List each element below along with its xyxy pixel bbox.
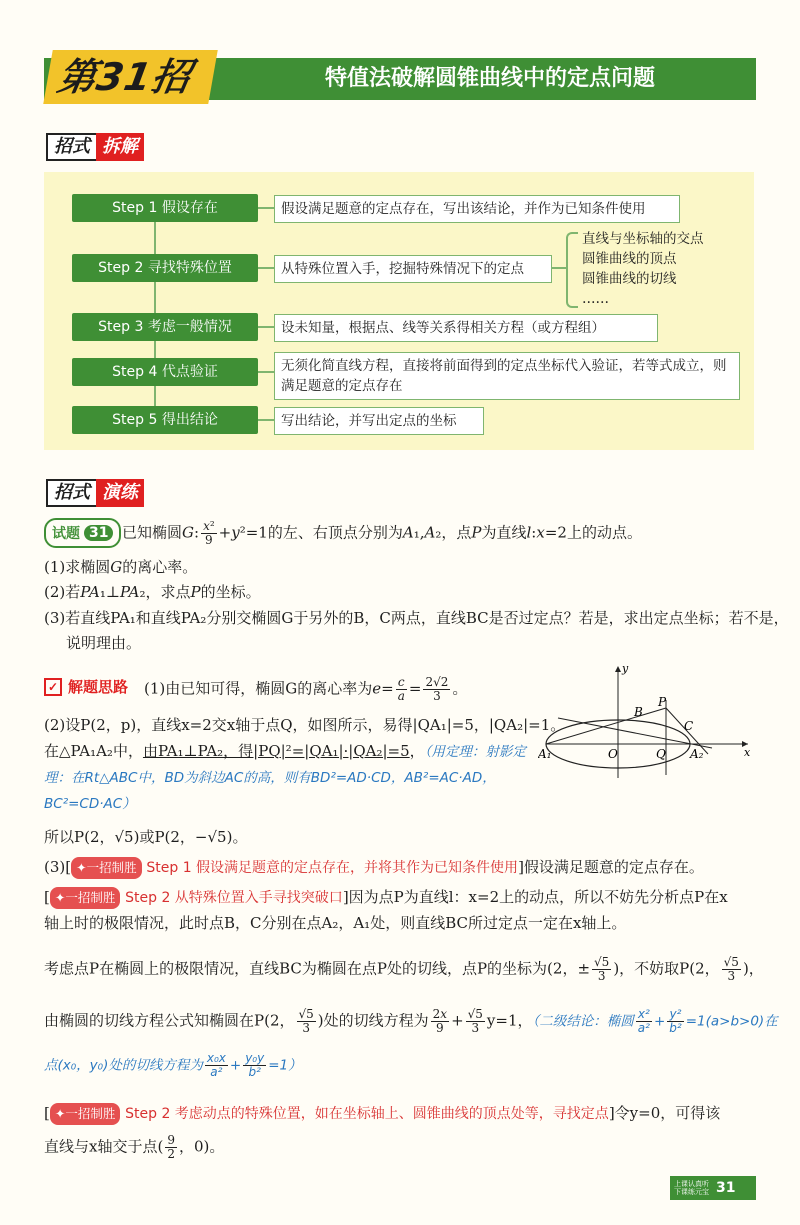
solution-heading [44, 676, 128, 697]
step7-line [44, 1134, 224, 1161]
fraction-sqrt5-3-d: $\frac{√5}{3}$ [467, 1007, 483, 1035]
q2-part-c: 的坐标。 [200, 583, 261, 601]
s7-text-a: 直线与x轴交于点( [44, 1137, 164, 1156]
s2-text: ]因为点P为直线l：x=2上的动点，所以不妨先分析点P在x [342, 888, 728, 906]
chapter-label: 第31招 [43, 50, 217, 104]
problem-badge-number: 31 [84, 525, 113, 541]
step-3-desc: 设未知量，根据点、线等关系得相关方程（或方程组） [274, 314, 658, 342]
step3-line [44, 956, 764, 983]
step4-line: 由椭圆的切线方程公式知椭圆在P(2， $\frac{√5}{3}$ )处的切线方程为 $\frac{2x}{9}$ + $\frac{√5}{3}$ y=1，（二级结论：椭圆 $\frac{\text{x²}}{\text{a²}}$ + $\frac{\text{y²}}{\text{b²}}$ =1(a>b>0)在 [44, 1007, 778, 1035]
s4-note-a: （二级结论：椭圆 [532, 1013, 634, 1030]
label-Q: Q [656, 747, 666, 761]
connector-2 [258, 267, 274, 269]
step6-line: [ ✦一招制胜 Step 2 考虑动点的特殊位置，如在坐标轴上、圆锥曲线的顶点处等，寻找定点]令y=0，可得该 [44, 1102, 720, 1125]
s2-badge: ✦一招制胜 [50, 887, 120, 909]
fraction-c-a: $\frac{c}{a}$ [397, 675, 405, 703]
step-2-desc: 从特殊位置入手，挖掘特殊情况下的定点 [274, 255, 552, 283]
q2-part-b: ，求点 [145, 583, 191, 601]
step-4: Step 4 代点验证 [72, 358, 258, 386]
step-4-desc: 无须化简直线方程，直接将前面得到的定点坐标代入验证，若等式成立，则满足题意的定点存在 [274, 352, 740, 400]
stem-part-d: 为直线 [481, 523, 527, 542]
special-position-3: 圆锥曲线的切线 [582, 271, 677, 287]
solution-p2: (2)设P(2，p)，直线x=2交x轴于点Q，如图所示，易得|QA₁|=5，|QA₂|=1。 [44, 716, 566, 734]
fraction-y0y-b2: $\frac{\text{y₀y}}{\text{b²}}$ [245, 1051, 265, 1079]
solution-p3 [44, 740, 526, 763]
special-positions [582, 229, 704, 309]
step-5: Step 5 得出结论 [72, 406, 258, 434]
s4-note-b: =1(a>b>0)在 [685, 1013, 778, 1030]
p3-note: （用定理：射影定 [424, 744, 526, 760]
step2-line2: 轴上时的极限情况，此时点B，C分别在点A₂，A₁处，则直线BC所过定点一定在x轴上。 [44, 914, 627, 932]
step1-line [44, 856, 704, 879]
fraction-sqrt5-3-a: $\frac{√5}{3}$ [594, 955, 610, 983]
label-A1: A₁ [538, 747, 552, 761]
special-position-1: 直线与坐标轴的交点 [582, 231, 704, 247]
s3-text-a: 考虑点P在椭圆上的极限情况，直线BC为椭圆在点P处的切线，点P的坐标为(2，± [44, 959, 591, 978]
label-P: P [658, 695, 667, 709]
problem-badge [44, 518, 121, 548]
fraction-9-2: $\frac{9}{2}$ [167, 1133, 175, 1161]
tag-breakdown-part2: 拆解 [96, 133, 144, 161]
fraction-x2-a2: $\frac{\text{x²}}{\text{a²}}$ [637, 1007, 650, 1035]
special-position-4: …… [582, 291, 609, 307]
s5-note-b: =1） [268, 1057, 302, 1074]
question-1: (1)求椭圆G的离心率。 [44, 558, 198, 576]
stem-part-c: ，点 [441, 523, 472, 542]
s4-text-a: 由椭圆的切线方程公式知椭圆在P(2， [44, 1011, 295, 1030]
connector-1 [258, 207, 274, 209]
tag-practice-part1: 招式 [46, 479, 98, 507]
chapter-title: 特值法破解圆锥曲线中的定点问题 [324, 66, 655, 91]
label-y: y [622, 662, 629, 675]
p3-part-b: 由PA₁⊥PA₂，得|PQ|²=|QA₁|·|QA₂|=5 [142, 742, 410, 760]
problem-stem: 已知椭圆G: $\frac{\text{x²}}{9}$ +y²=1的左、右顶点分别为A₁,A₂，点P为直线l:x=2上的动点。 [122, 519, 642, 547]
step-3: Step 3 考虑一般情况 [72, 313, 258, 341]
s3-text-c: )， [742, 959, 764, 978]
step-1: Step 1 假设存在 [72, 194, 258, 222]
solution-p5-note: BC²=CD·AC） [44, 796, 136, 812]
tag-breakdown [46, 132, 144, 162]
fraction-x0x-a2: $\frac{\text{x₀x}}{\text{a²}}$ [206, 1051, 226, 1079]
s7-text-b: ，0)。 [178, 1137, 225, 1156]
fraction-2x-9: $\frac{2x}{9}$ [432, 1007, 448, 1035]
s2-trick: Step 2 从特殊位置入手寻找突破口 [125, 890, 343, 906]
fraction-x2-9: $\frac{\text{x²}}{9}$ [203, 519, 215, 547]
tag-practice-part2: 演练 [96, 479, 144, 507]
question-2: (2)若PA₁⊥PA₂，求点P的坐标。 [44, 583, 261, 601]
fraction-sqrt5-3-b: $\frac{√5}{3}$ [723, 955, 739, 983]
q1-part-b: 的离心率。 [122, 558, 198, 576]
step5-line: 点(x₀，y₀)处的切线方程为 $\frac{\text{x₀x}}{\text{a²}}$ + $\frac{\text{y₀y}}{\text{b²}}$ =1） [44, 1051, 302, 1079]
fraction-sqrt5-3-c: $\frac{√5}{3}$ [298, 1007, 314, 1035]
page-number: 31 [716, 1180, 736, 1196]
connector-5 [258, 419, 274, 421]
q2-part-a: (2)若 [44, 583, 81, 601]
stem-part-a: 已知椭圆 [122, 523, 183, 542]
solution-heading-text: 解题思路 [68, 678, 129, 696]
step-1-desc: 假设满足题意的定点存在，写出该结论，并作为已知条件使用 [274, 195, 680, 223]
s1-prefix: (3)[ [44, 858, 72, 876]
label-A2: A₂ [690, 747, 704, 761]
check-icon: ✓ [44, 678, 62, 696]
line-PA1 [546, 708, 666, 744]
question-3-line2: 说明理由。 [66, 634, 142, 652]
p3-part-a: 在△PA₁A₂中， [44, 742, 143, 760]
special-position-2: 圆锥曲线的顶点 [582, 251, 677, 267]
fraction-y2-b2: $\frac{\text{y²}}{\text{b²}}$ [669, 1007, 682, 1035]
solution-p6: 所以P(2，√5)或P(2，−√5)。 [44, 828, 248, 846]
s1-trick: Step 1 假设满足题意的定点存在，并将其作为已知条件使用 [146, 860, 519, 876]
s1-badge: ✦一招制胜 [71, 857, 141, 879]
fraction-eccentricity: $\frac{2√2}{3}$ [425, 675, 449, 703]
ellipse-figure [538, 660, 758, 780]
connector-3 [258, 326, 274, 328]
connector-4 [258, 371, 274, 373]
solution-p4-note: 理：在Rt△ABC中，BD为斜边AC的高，则有BD²=AD·CD，AB²=AC·AD， [44, 770, 496, 786]
step-5-desc: 写出结论，并写出定点的坐标 [274, 407, 484, 435]
step-2: Step 2 寻找特殊位置 [72, 254, 258, 282]
label-B: B [634, 705, 643, 719]
s6-trick: Step 2 考虑动点的特殊位置，如在坐标轴上、圆锥曲线的顶点处等，寻找定点 [125, 1106, 609, 1122]
brace-connector [552, 267, 566, 269]
footer-motto: 上课认真听 下课练元宝 [674, 1180, 709, 1196]
s5-note-a: 点(x₀，y₀)处的切线方程为 [44, 1057, 203, 1074]
brace [566, 232, 578, 308]
s6-badge: ✦一招制胜 [50, 1103, 120, 1125]
question-3-line1: (3)若直线PA₁和直线PA₂分别交椭圆G于另外的B，C两点，直线BC是否过定点？若是，求出定点坐标；若不是， [44, 609, 789, 627]
q1-part-a: (1)求椭圆 [44, 558, 111, 576]
stem-part-e: 上的动点。 [566, 523, 642, 542]
s4-text-b: )处的切线方程为 [317, 1011, 429, 1030]
solution-p1: (1)由已知可得，椭圆G的离心率为e= $\frac{c}{a}$ = $\frac{2√2}{3}$ 。 [144, 675, 468, 703]
label-C: C [684, 719, 694, 733]
problem-badge-label: 试题 [52, 526, 80, 542]
page-footer [670, 1176, 756, 1200]
y-axis-arrow [615, 666, 621, 672]
s1-text: ]假设满足题意的定点存在。 [518, 858, 704, 876]
label-O: O [608, 747, 618, 761]
s3-text-b: )，不妨取P(2， [613, 959, 720, 978]
stem-part-b: 的左、右顶点分别为 [267, 523, 403, 542]
label-x: x [744, 746, 751, 759]
s4-text-c: y=1， [486, 1011, 533, 1030]
s6-text: ]令y=0，可得该 [608, 1104, 721, 1122]
tag-breakdown-part1: 招式 [46, 133, 98, 161]
p1-text: (1)由已知可得，椭圆G的离心率为 [144, 679, 373, 698]
p3-part-c: ， [409, 742, 425, 760]
tag-practice [46, 478, 144, 508]
step2-line: [ ✦一招制胜 Step 2 从特殊位置入手寻找突破口]因为点P为直线l：x=2上的动点，所以不妨先分析点P在x [44, 886, 728, 909]
